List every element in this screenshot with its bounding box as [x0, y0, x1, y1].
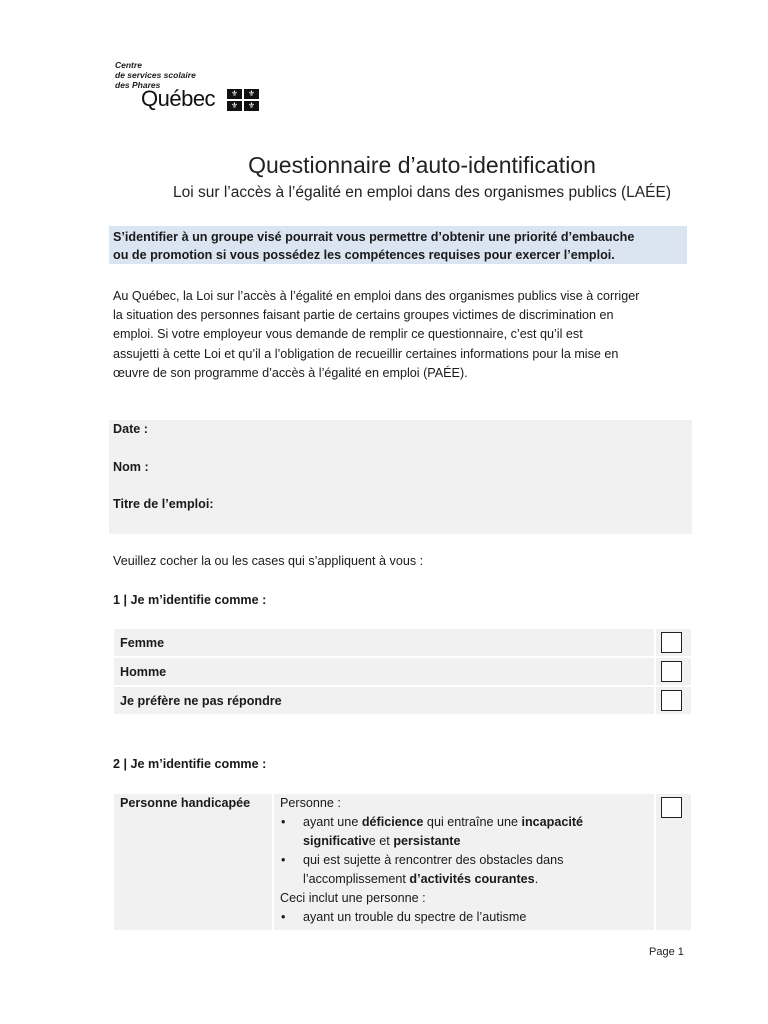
option-femme-label: Femme	[114, 629, 654, 656]
page-title: Questionnaire d’auto-identification	[248, 152, 596, 178]
description-bullet: • ayant un trouble du spectre de l’autisme	[281, 910, 527, 924]
gender-option-row	[114, 658, 691, 687]
identification-fields	[109, 420, 692, 534]
bullet-text: e et	[368, 834, 394, 848]
notice-line-1: S’identifier à un groupe visé pourrait vous permettre d’obtenir une priorité d’embauche	[113, 230, 635, 244]
checkbox-instruction: Veuillez cocher la ou les cases qui s’appliquent à vous :	[113, 554, 424, 568]
description-includes: Ceci inclut une personne :	[280, 891, 426, 905]
description-bullet: • ayant une déficience qui entraîne une incapacité significative et persistante	[281, 815, 584, 848]
prefer-not-to-answer-checkbox[interactable]	[661, 690, 682, 711]
name-field-label[interactable]: Nom :	[113, 460, 149, 474]
disability-table	[114, 794, 691, 930]
priority-notice	[109, 226, 687, 264]
logo-line-3: des Phares	[115, 80, 161, 90]
logo-line-2: de services scolaire	[115, 70, 196, 80]
disability-checkbox[interactable]	[661, 797, 682, 818]
gender-option-row	[114, 629, 691, 658]
page-subtitle: Loi sur l’accès à l’égalité en emploi dans des organismes publics (LAÉE)	[173, 184, 671, 201]
gender-option-row	[114, 687, 691, 716]
homme-checkbox[interactable]	[661, 661, 682, 682]
bullet-text: l’accomplissement	[303, 872, 410, 886]
disability-description	[274, 794, 654, 930]
bullet-text: ayant un trouble du spectre de l’autisme	[303, 910, 527, 924]
bullet-text: .	[534, 872, 539, 886]
logo-line-1: Centre	[115, 60, 142, 70]
organization-logo	[113, 58, 273, 118]
intro-paragraph	[113, 287, 693, 383]
bullet-text: qui entraîne une	[423, 815, 522, 829]
gender-options-table	[114, 629, 691, 716]
page-number: Page 1	[649, 946, 684, 958]
bullet-bold-text: incapacité	[521, 815, 584, 829]
intro-line: Au Québec, la Loi sur l’accès à l’égalité en emploi dans des organismes publics vise à corriger	[113, 289, 640, 303]
intro-line: œuvre de son programme d’accès à l’égalité en emploi (PAÉE).	[113, 365, 468, 380]
logo-wordmark: Québec	[141, 86, 216, 111]
bullet-bold-text: déficience	[361, 815, 424, 829]
description-intro: Personne :	[280, 796, 341, 810]
quebec-flag-icon: ⚜ ⚜ ⚜ ⚜	[227, 89, 259, 111]
femme-checkbox[interactable]	[661, 632, 682, 653]
description-bullet: • qui est sujette à rencontrer des obstacles dans l’accomplissement d’activités courantes.	[281, 853, 564, 886]
option-prefer-not-label: Je préfère ne pas répondre	[114, 687, 654, 714]
bullet-bold-text: d’activités courantes	[409, 872, 535, 886]
option-homme-label: Homme	[114, 658, 654, 685]
intro-line: emploi. Si votre employeur vous demande de remplir ce questionnaire, c’est qu’il est	[113, 327, 583, 342]
intro-line: assujetti à cette Loi et qu’il a l’obligation de recueillir certaines informations pour la mise en	[113, 346, 619, 361]
section-1-heading: 1 | Je m’identifie comme :	[113, 593, 267, 607]
job-title-field-label[interactable]: Titre de l’emploi:	[113, 497, 214, 511]
notice-line-2: ou de promotion si vous possédez les compétences requises pour exercer l’emploi.	[113, 248, 615, 262]
bullet-bold-text: significativ	[303, 834, 369, 848]
bullet-bold-text: persistante	[393, 834, 461, 848]
intro-line: la situation des personnes faisant partie de certains groupes victimes de discrimination en	[113, 308, 614, 323]
date-field-label[interactable]: Date :	[113, 422, 148, 436]
section-2-heading: 2 | Je m’identifie comme :	[113, 757, 267, 771]
bullet-text: qui est sujette à rencontrer des obstacles dans	[303, 853, 564, 867]
bullet-text: ayant une	[303, 815, 362, 829]
disability-label: Personne handicapée	[114, 794, 272, 930]
